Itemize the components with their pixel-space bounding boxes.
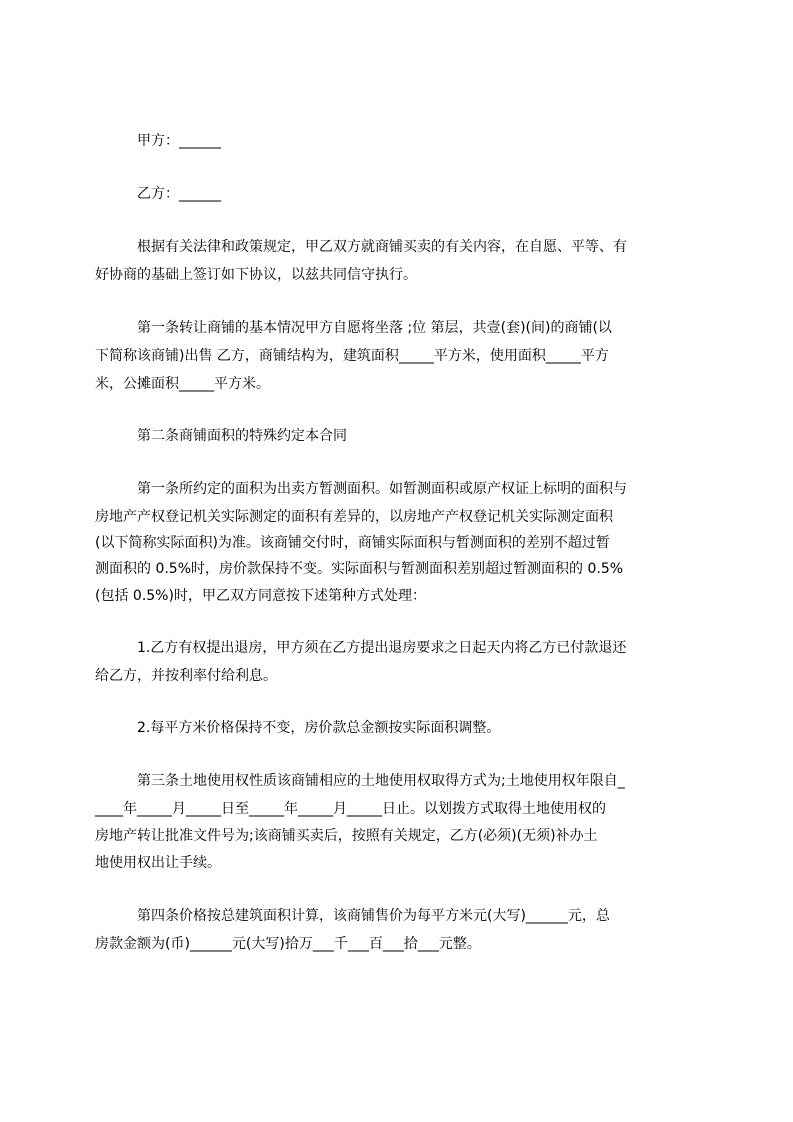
article4-line-2: 房款金额为(币)______元(大写)拾万___千___百___拾___元整。 bbox=[95, 936, 481, 952]
intro-line-1: 根据有关法律和政策规定，甲乙双方就商铺买卖的有关内容，在自愿、平等、有 bbox=[137, 239, 627, 255]
article3-line-3: 房地产转让批准文件号为;该商铺买卖后，按照有关规定，乙方(必须)(无须)补办土 bbox=[95, 828, 598, 844]
option1-line-1: 1.乙方有权提出退房，甲方须在乙方提出退房要求之日起天内将乙方已付款退还 bbox=[137, 640, 627, 656]
article2-line-2: 房地产产权登记机关实际测定的面积有差异的，以房地产产权登记机关实际测定面积 bbox=[95, 509, 613, 525]
party-a-line: 甲方：______ bbox=[137, 133, 221, 149]
article2-line-3: (以下简称实际面积)为准。该商铺交付时，商铺实际面积与暂测面积的差别不超过暂 bbox=[95, 535, 610, 551]
intro-line-2: 好协商的基础上签订如下协议，以兹共同信守执行。 bbox=[95, 267, 417, 283]
article3-line-4: 地使用权出让手续。 bbox=[95, 855, 221, 871]
article3-line-2: ____年_____月_____日至_____年_____月_____日止。以划拨方式取得土地使用权的 bbox=[95, 801, 606, 817]
article1-line-3: 米，公摊面积_____平方米。 bbox=[95, 376, 270, 392]
article4-line-1: 第四条价格按总建筑面积计算，该商铺售价为每平方米元(大写)______元，总 bbox=[137, 908, 610, 924]
option1-line-2: 给乙方，并按利率付给利息。 bbox=[95, 668, 277, 684]
article2-line-4: 测面积的 0.5%时，房价款保持不变。实际面积与暂测面积差别超过暂测面积的 0.5% bbox=[95, 561, 624, 577]
article2-line-5: (包括 0.5%)时，甲乙双方同意按下述第种方式处理： bbox=[95, 588, 426, 604]
article1-line-1: 第一条转让商铺的基本情况甲方自愿将坐落 ;位 第层，共壹(套)(间)的商铺(以 bbox=[137, 320, 612, 336]
article1-line-2: 下简称该商铺)出售 乙方，商铺结构为，建筑面积_____平方米，使用面积_____平方 bbox=[95, 348, 609, 364]
article2-line-1: 第一条所约定的面积为出卖方暂测面积。如暂测面积或原产权证上标明的面积与 bbox=[137, 481, 627, 497]
article3-line-1: 第三条土地使用权性质该商铺相应的土地使用权取得方式为;土地使用权年限自_ bbox=[137, 773, 625, 789]
article2-title: 第二条商铺面积的特殊约定本合同 bbox=[137, 428, 347, 444]
party-b-line: 乙方：______ bbox=[137, 186, 221, 202]
option2-line: 2.每平方米价格保持不变，房价款总金额按实际面积调整。 bbox=[137, 720, 501, 736]
